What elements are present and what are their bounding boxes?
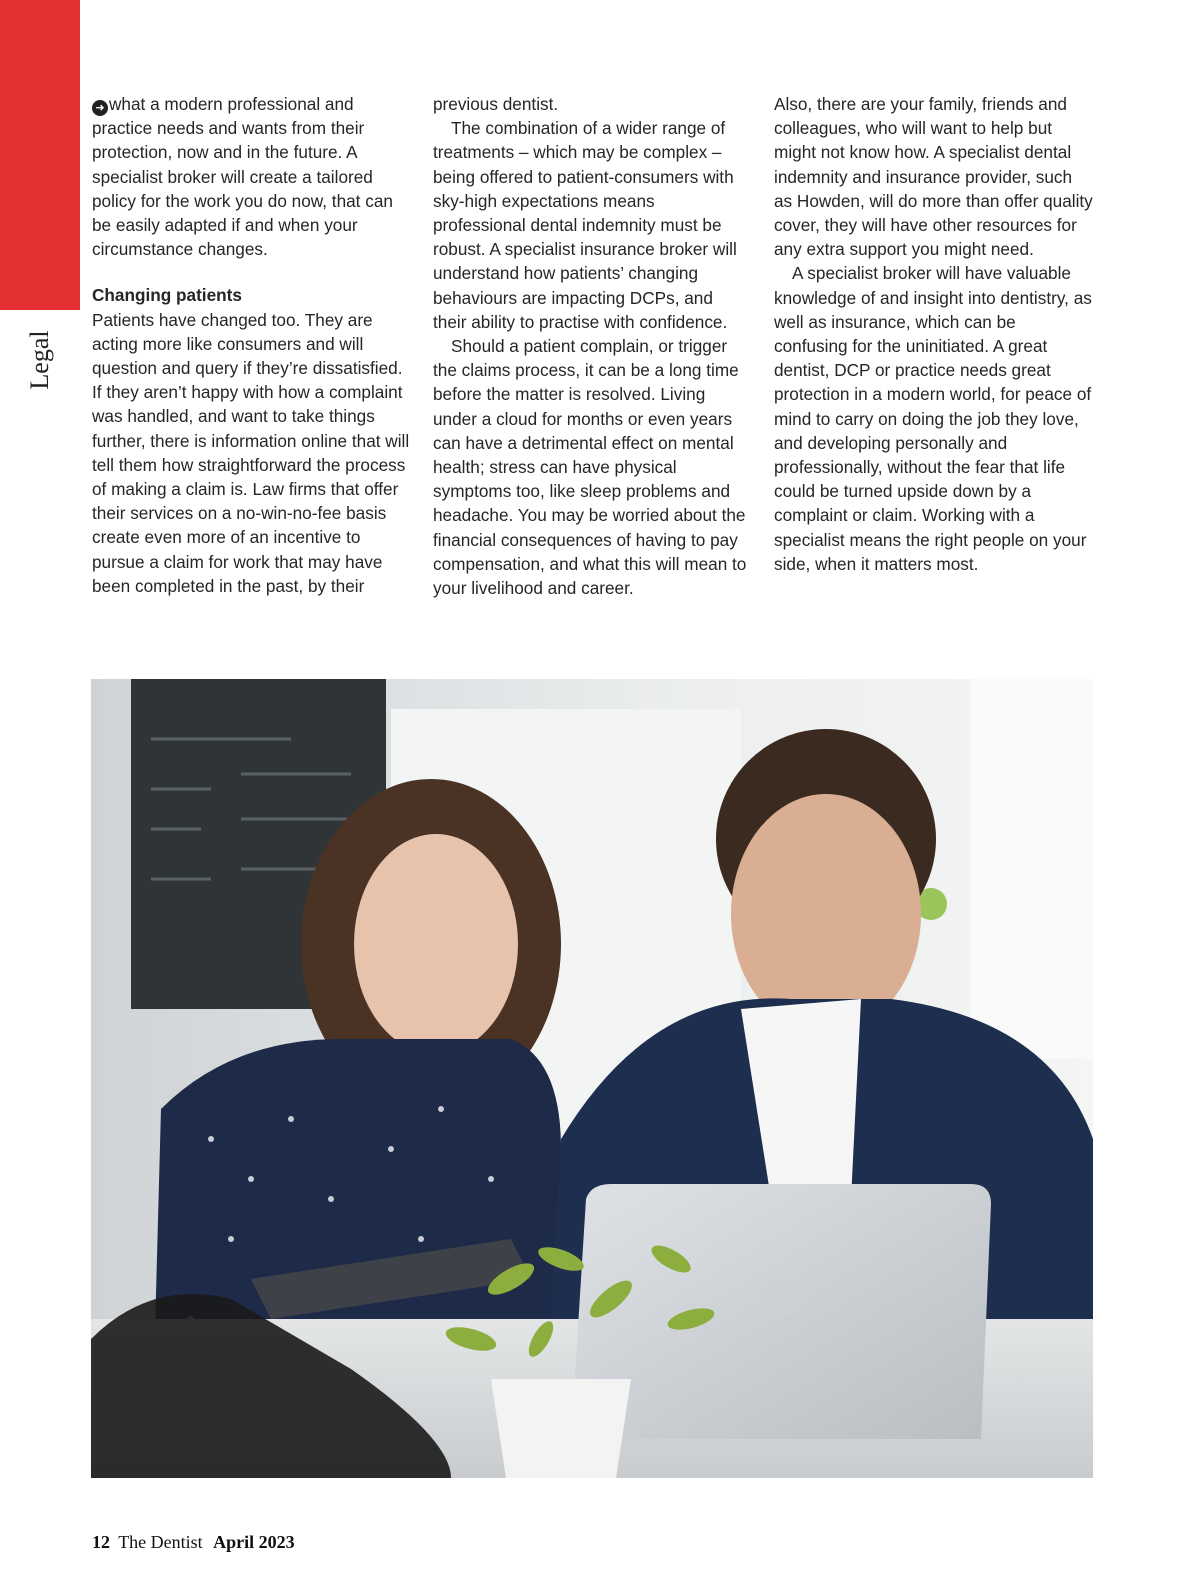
page-number: 12 xyxy=(92,1532,110,1552)
paragraph: Should a patient complain, or trigger the claims process, it can be a long time before the matter is resolved. Living under a cloud for months or even years can have a detrimental effect on mental health; stress can have physical symptoms too, like sleep problems and headache. You may be worried about the financial consequences of having to pay compensation, and what this will mean to your livelihood and career. xyxy=(433,336,747,599)
paragraph: Patients have changed too. They are acting more like consumers and will question and query if they’re dissatisfied. If they aren’t happy with how a complaint was handled, and want to take things further, there is information online that will tell them how straightforward the process of making a claim is. Law firms that offer their services on a no-win-no-fee basis create even more of an incentive to pursue a claim for work that may have been completed in the past, by their xyxy=(92,309,410,596)
paragraph-text: what a modern professional and practice needs and wants from their protection, now and in the future. A specialist broker will create a tailored policy for the work you do now, that can be easily adapted if and when your circumstance changes. xyxy=(92,94,393,260)
paragraph: Also, there are your family, friends and colleagues, who will want to help but might not know how. A specialist dental indemnity and insurance provider, such as Howden, will do more than offer quality cover, they will have other resources for any extra support you might need. xyxy=(774,94,1093,260)
section-label-text: Legal xyxy=(25,330,54,390)
article-column-2 xyxy=(433,92,751,600)
paragraph: A specialist broker will have valuable knowledge of and insight into dentistry, as well as insurance, which can be confusing for the uninitiated. A great dentist, DCP or practice needs great protection in a modern world, for peace of mind to carry on doing the job they love, and developing personally and professionally, without the fear that life could be turned upside down by a complaint or claim. Working with a specialist means the right people on your side, when it matters most. xyxy=(774,263,1092,574)
subheading: Changing patients xyxy=(92,285,242,306)
continued-arrow-icon: ➜ xyxy=(92,100,108,116)
page-footer xyxy=(92,1532,295,1553)
paragraph: previous dentist. xyxy=(433,94,559,114)
article-photo xyxy=(91,679,1093,1478)
publication-name: The Dentist xyxy=(118,1532,203,1552)
issue-date: April 2023 xyxy=(213,1532,295,1552)
article-column-1 xyxy=(92,92,410,598)
photo-illustration xyxy=(91,679,1093,1478)
paragraph: The combination of a wider range of treatments – which may be complex – being offered to patient-consumers with sky-high expectations means professional dental indemnity must be robust. A specialist insurance broker will understand how patients’ changing behaviours are impacting DCPs, and their ability to practise with confidence. xyxy=(433,118,737,332)
section-color-bar xyxy=(0,0,80,310)
paragraph xyxy=(92,92,410,261)
article-column-3 xyxy=(774,92,1094,576)
section-label xyxy=(22,330,58,390)
